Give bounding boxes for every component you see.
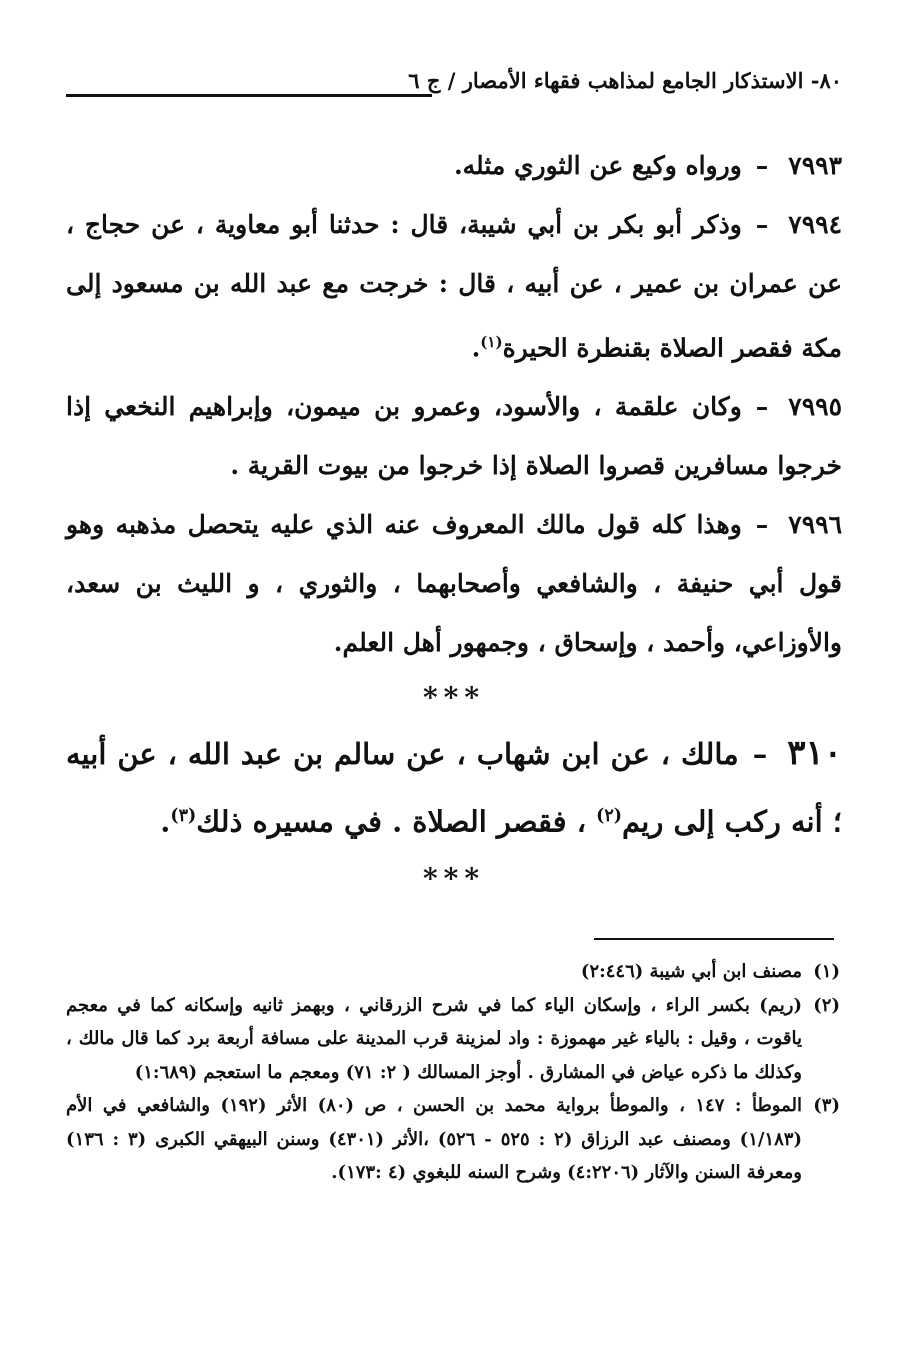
paragraph: ٧٩٩٥–وكان علقمة ، والأسود، وعمرو بن ميمون، وإبراهيم النخعي إذا خرجوا مسافرين قصروا الصلاة إذا خرجوا من بيوت القرية . bbox=[66, 392, 842, 481]
section-separator: *** bbox=[423, 681, 485, 715]
page-header bbox=[66, 68, 842, 108]
hadith-paragraph: ٣١٠–مالك ، عن ابن شهاب ، عن سالم بن عبد الله ، عن أبيه ؛ أنه ركب إلى ريم$^{(٢)}$ ، فقصر الصلاة . في مسيره ذلك$^{(٣)}$. bbox=[66, 733, 842, 839]
footnote-ref[interactable]: (٢) bbox=[596, 806, 622, 827]
paragraph-number: ٧٩٩٦ bbox=[788, 510, 842, 540]
footnote-ref[interactable]: (١) bbox=[480, 333, 503, 351]
paragraph-number: ٧٩٩٣ bbox=[788, 151, 842, 180]
paragraph-number: ٧٩٩٤ bbox=[788, 210, 842, 239]
header-rule bbox=[66, 94, 432, 97]
hadith-text-continued: ، فقصر الصلاة . في مسيره ذلك bbox=[196, 804, 587, 839]
footnote-marker: (٣) bbox=[813, 1095, 840, 1116]
footnote-text: الموطأ : ١٤٧ ، والموطأ برواية محمد بن الحسن ، ص (٨٠) الأثر (١٩٢) والشافعي في الأم (١/١٨٣) ومصنف عبد الرزاق (٢ : ٥٢٥ - ٥٢٦) ،الأثر (٤٣٠١) وسنن البيهقي الكبرى (٣ : ١٣٦) ومعرفة السنن والآثار (٤:٢٢٠٦) وشرح السنه للبغوي (٤ :١٧٣). bbox=[66, 1095, 802, 1183]
paragraph-number: ٧٩٩٥ bbox=[788, 392, 842, 422]
paragraph: ٧٩٩٦–وهذا كله قول مالك المعروف عنه الذي عليه يتحصل مذهبه وهو قول أبي حنيفة ، والشافعي وأصحابهما ، والثوري ، و الليث بن سعد، والأوزاعي، وأحمد ، وإسحاق ، وجمهور أهل العلم. bbox=[66, 510, 842, 658]
paragraph-text: وذكر أبو بكر بن أبي شيبة، قال : حدثنا أبو معاوية ، عن حجاج ، عن عمران بن عمير ، عن أبيه ، قال : خرجت مع عبد الله بن مسعود إلى مكة فقصر الصلاة بقنطرة الحيرة bbox=[66, 210, 842, 363]
paragraph-text: وهذا كله قول مالك المعروف عنه الذي عليه يتحصل مذهبه وهو قول أبي حنيفة ، والشافعي وأصحابهما ، والثوري ، و الليث بن سعد، والأوزاعي، وأحمد ، وإسحاق ، وجمهور أهل العلم. bbox=[66, 510, 842, 658]
footnote-text: (ريم) بكسر الراء ، وإسكان الياء كما في شرح الزرقاني ، وبهمز ثانيه وإسكانه كما في معجم ياقوت ، وقيل : بالياء غير مهموزة : واد لمزينة قرب المدينة على مسافة أربعة برد كما قال مالك ، وكذلك ما ذكره عياض في المشارق . أوجز المسالك ( ٢: ٧١) ومعجم ما استعجم (١:٦٨٩) bbox=[66, 994, 802, 1083]
paragraph: ٧٩٩٣–ورواه وكيع عن الثوري مثله. bbox=[453, 151, 842, 180]
running-head-title: ٨٠- الاستذكار الجامع لمذاهب فقهاء الأمصار / ج ٦ bbox=[408, 68, 842, 93]
footnote bbox=[66, 989, 840, 1090]
footnotes bbox=[66, 955, 840, 1190]
main-text bbox=[66, 136, 842, 899]
hadith-number: ٣١٠ bbox=[787, 733, 842, 774]
footnote bbox=[66, 955, 840, 989]
footnote-text: مصنف ابن أبي شيبة (٢:٤٤٦) bbox=[580, 961, 802, 982]
footnote-marker: (٢) bbox=[813, 994, 840, 1016]
footnote-rule bbox=[594, 938, 834, 940]
footnote bbox=[66, 1089, 840, 1190]
footnote-marker: (١) bbox=[813, 961, 840, 982]
paragraph: ٧٩٩٤–وذكر أبو بكر بن أبي شيبة، قال : حدثنا أبو معاوية ، عن حجاج ، عن عمران بن عمير ، عن أبيه ، قال : خرجت مع عبد الله بن مسعود إلى مكة فقصر الصلاة بقنطرة الحيرة$^{(١)}$. bbox=[66, 210, 842, 363]
footnote-ref[interactable]: (٣) bbox=[170, 806, 197, 827]
hadith-text: مالك ، عن ابن شهاب ، عن سالم بن عبد الله ، عن أبيه ؛ أنه ركب إلى ريم bbox=[66, 737, 842, 839]
paragraph-text: ورواه وكيع عن الثوري مثله. bbox=[453, 151, 742, 180]
paragraph-text: وكان علقمة ، والأسود، وعمرو بن ميمون، وإبراهيم النخعي إذا خرجوا مسافرين قصروا الصلاة إذا خرجوا من بيوت القرية . bbox=[66, 392, 842, 481]
section-separator: *** bbox=[423, 861, 485, 895]
